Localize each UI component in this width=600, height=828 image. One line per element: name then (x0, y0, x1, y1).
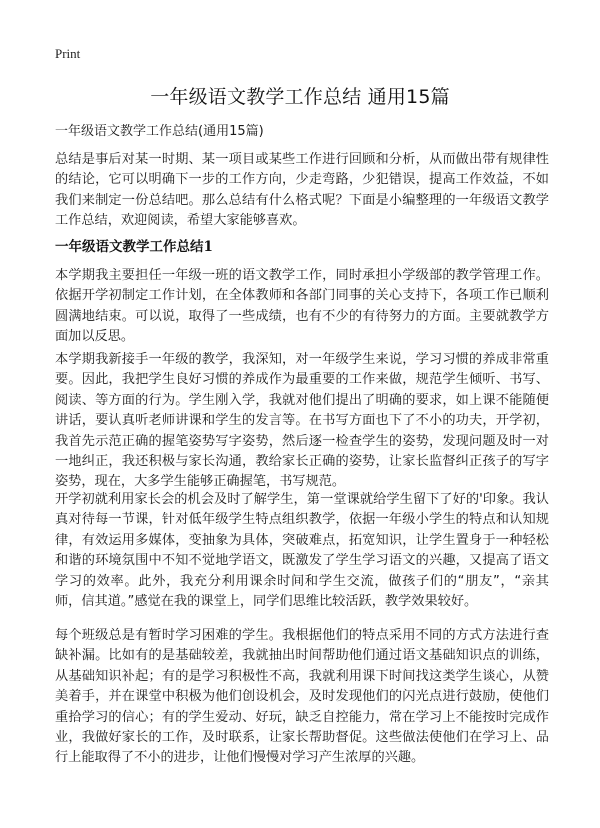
print-label[interactable]: Print (55, 46, 81, 61)
body-paragraph-1: 本学期我主要担任一年级一班的语文教学工作，同时承担小学级部的教学管理工作。依据开学初制定工作计划，在全体教师和各部门同事的关心支持下，各项工作已顺利圆满地结束。可以说，取得了一些成绩，也有不少的有待努力的方面。主要就教学方面加以反思。 (55, 268, 549, 345)
document-subtitle: 一年级语文教学工作总结(通用15篇) (55, 124, 264, 139)
body-paragraph-2: 本学期我新接手一年级的教学，我深知，对一年级学生来说，学习习惯的养成非常重要。因此，我把学生良好习惯的养成作为最重要的工作来做，规范学生倾听、书写、阅读、等方面的行为。学生刚入学，我就对他们提出了明确的要求，如上课不能随便讲话，要认真听老师讲课和学生的发言等。在书写方面也下了不小的功夫，开学初，我首先示范正确的握笔姿势写字姿势，然后逐一检查学生的姿势，发现问题及时一对一地纠正，我还积极与家长沟通，教给家长正确的姿势，让家长监督纠正孩子的写字姿势，现在，大多学生能够正确握笔，书写规范。 (55, 352, 549, 490)
document-title: 一年级语文教学工作总结 通用15篇 (150, 86, 450, 108)
body-paragraph-4: 每个班级总是有暂时学习困难的学生。我根据他们的特点采用不同的方式方法进行查缺补漏。比如有的是基础较差，我就抽出时间帮助他们通过语文基础知识点的训练，从基础知识补起；有的是学习积极性不高，我就利用课下时间找这类学生谈心，从赞美着手，并在课堂中积极为他们创设机会，及时发现他们的闪光点进行鼓励，使他们重拾学习的信心；有的学生爱动、好玩，缺乏自控能力，常在学习上不能按时完成作业，我做好家长的工作，及时联系，让家长帮助督促。这些做法使他们在学习上、品行上能取得了不小的进步，让他们慢慢对学习产生浓厚的兴趣。 (55, 628, 549, 766)
body-paragraph-3: 开学初就利用家长会的机会及时了解学生，第一堂课就给学生留下了好的'印象。我认真对待每一节课，针对低年级学生特点组织教学，依据一年级小学生的特点和认知规律，有效运用多媒体，变抽象为具体，突破难点，拓宽知识，让学生置身于一种轻松和谐的环境氛围中不知不觉地学语文，既激发了学生学习语文的兴趣，又提高了语文学习的效率。此外，我充分利用课余时间和学生交流，做孩子们的“朋友”，“亲其师，信其道。”感觉在我的课堂上，同学们思维比较活跃，教学效果较好。 (55, 492, 549, 610)
section-heading: 一年级语文教学工作总结1 (55, 239, 213, 255)
intro-paragraph: 总结是事后对某一时期、某一项目或某些工作进行回顾和分析，从而做出带有规律性的结论，它可以明确下一步的工作方向，少走弯路，少犯错误，提高工作效益，不如我们来制定一份总结吧。那么总结有什么格式呢？下面是小编整理的一年级语文教学工作总结，欢迎阅读，希望大家能够喜欢。 (55, 152, 549, 229)
